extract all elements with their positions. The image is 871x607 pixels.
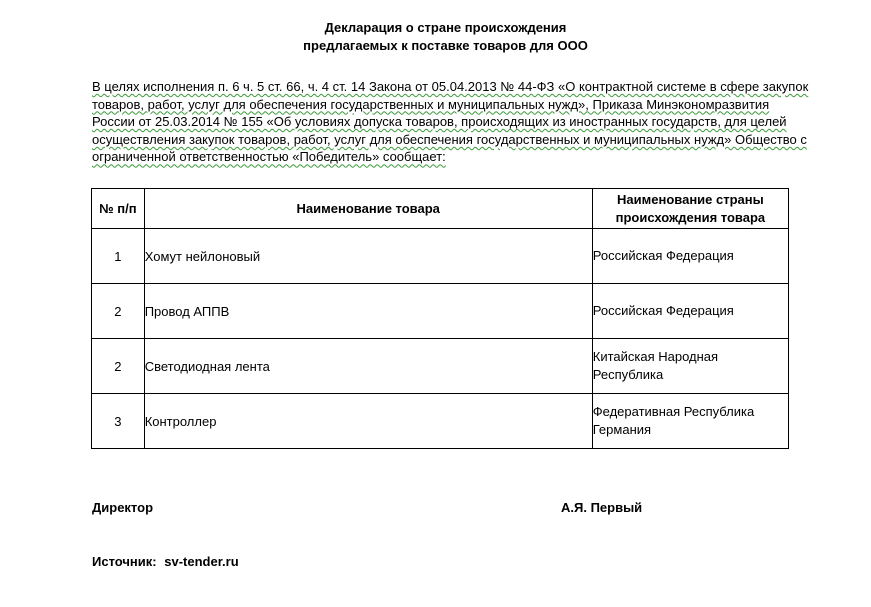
cell-country: Российская Федерация (592, 284, 788, 339)
source-link[interactable]: sv-tender.ru (164, 554, 239, 569)
table-row (92, 284, 789, 339)
cell-num: 2 (92, 284, 145, 339)
signature-name: А.Я. Первый (561, 500, 643, 515)
cell-name: Провод АППВ (144, 284, 592, 339)
cell-country: Российская Федерация (592, 229, 788, 284)
cell-country: Китайская Народная Республика (592, 339, 788, 394)
document-title (0, 19, 871, 55)
table-header-row (92, 189, 789, 229)
cell-name: Светодиодная лента (144, 339, 592, 394)
intro-text: В целях исполнения п. 6 ч. 5 ст. 66, ч. 4 ст. 14 Закона от 05.04.2013 № 44-ФЗ «О контрактной системе в сфере закупок товаров, работ, услуг для обеспечения государственных и муниципальных нужд», Приказа Минэкономразвития России от 25.03.2014 № 155 «Об условиях допуска товаров, происходящих из иностранных государств, для целей осуществления закупок товаров, работ, услуг для обеспечения государственных и муниципальных нужд» Общество с ограниченной ответственностью «Победитель» сообщает: (92, 79, 809, 165)
signature-role: Директор (92, 500, 154, 515)
source-line (92, 554, 239, 569)
title-line-2: предлагаемых к поставке товаров для ООО (303, 38, 588, 53)
table-row (92, 339, 789, 394)
goods-origin-table (91, 188, 789, 449)
title-line-1: Декларация о стране происхождения (324, 20, 567, 35)
cell-name: Хомут нейлоновый (144, 229, 592, 284)
header-num: № п/п (92, 189, 145, 229)
source-label: Источник: (92, 554, 157, 569)
cell-country: Федеративная Республика Германия (592, 394, 788, 449)
intro-paragraph (92, 78, 812, 166)
cell-num: 1 (92, 229, 145, 284)
cell-num: 2 (92, 339, 145, 394)
header-name: Наименование товара (144, 189, 592, 229)
table-row (92, 229, 789, 284)
cell-name: Контроллер (144, 394, 592, 449)
header-country: Наименование страны происхождения товара (592, 189, 788, 229)
cell-num: 3 (92, 394, 145, 449)
table-row (92, 394, 789, 449)
